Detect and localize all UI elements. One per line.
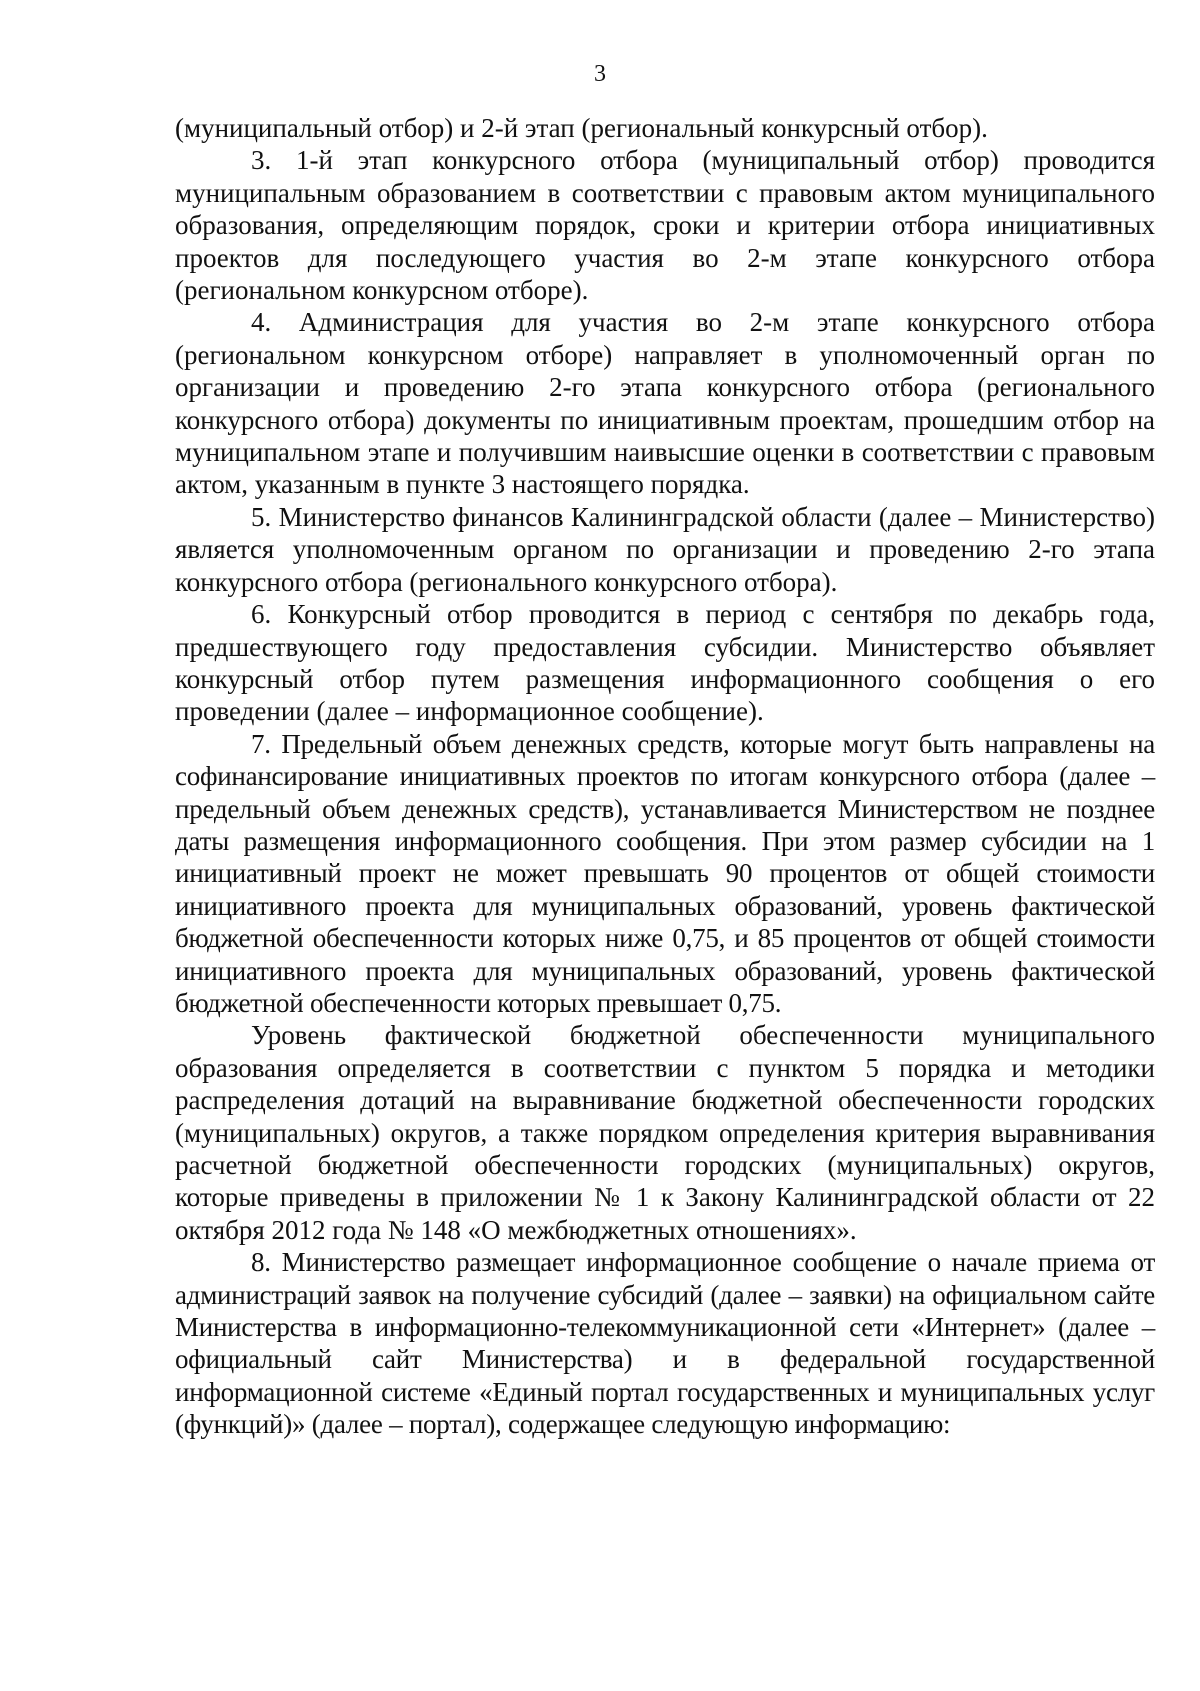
- paragraph-item-3: 3. 1-й этап конкурсного отбора (муниципальный отбор) проводится муниципальным образованием в соответствии с правовым актом муниципального образования, определяющим порядок, сроки и критерии отбора инициативных проектов для последующего участия во 2-м этапе конкурсного отбора (региональном конкурсном отборе).: [175, 145, 1155, 306]
- paragraph-item-6: 6. Конкурсный отбор проводится в период с сентября по декабрь года, предшествующего году предоставления субсидии. Министерство объявляет конкурсный отбор путем размещения информационного сообщения о его проведении (далее – информационное сообщение).: [175, 599, 1155, 727]
- page-number: 3: [594, 61, 606, 87]
- paragraph-continuation: (муниципальный отбор) и 2-й этап (региональный конкурсный отбор).: [175, 113, 988, 143]
- paragraph-item-8: 8. Министерство размещает информационное сообщение о начале приема от администраций заявок на получение субсидий (далее – заявки) на официальном сайте Министерства в информационно-телекоммуникационной сети «Интернет» (далее – официальный сайт Министерства) и в федеральной государственной информационной системе «Единый портал государственных и муниципальных услуг (функций)» (далее – портал), содержащее следующую информацию:: [175, 1247, 1155, 1440]
- paragraph-item-4: 4. Администрация для участия во 2-м этапе конкурсного отбора (региональном конкурсном отборе) направляет в уполномоченный орган по организации и проведению 2-го этапа конкурсного отбора (регионального конкурсного отбора) документы по инициативным проектам, прошедшим отбор на муниципальном этапе и получившим наивысшие оценки в соответствии с правовым актом, указанным в пункте 3 настоящего порядка.: [175, 307, 1155, 500]
- paragraph-budget-level: Уровень фактической бюджетной обеспеченности муниципального образования определяется в соответствии с пунктом 5 порядка и методики распределения дотаций на выравнивание бюджетной обеспеченности городских (муниципальных) округов, а также порядком определения критерия выравнивания расчетной бюджетной обеспеченности городских (муниципальных) округов, которые приведены в приложении № 1 к Закону Калининградской области от 22 октября 2012 года № 148 «О межбюджетных отношениях».: [175, 1020, 1155, 1245]
- paragraph-item-5: 5. Министерство финансов Калининградской области (далее – Министерство) является уполномоченным органом по организации и проведению 2-го этапа конкурсного отбора (регионального конкурсного отбора).: [175, 501, 1155, 597]
- document-body: [175, 112, 1155, 1441]
- paragraph-item-7: 7. Предельный объем денежных средств, которые могут быть направлены на софинансирование инициативных проектов по итогам конкурсного отбора (далее – предельный объем денежных средств), устанавливается Министерством не позднее даты размещения информационного сообщения. При этом размер субсидии на 1 инициативный проект не может превышать 90 процентов от общей стоимости инициативного проекта для муниципальных образований, уровень фактической бюджетной обеспеченности которых ниже 0,75, и 85 процентов от общей стоимости инициативного проекта для муниципальных образований, уровень фактической бюджетной обеспеченности которых превышает 0,75.: [175, 728, 1155, 1018]
